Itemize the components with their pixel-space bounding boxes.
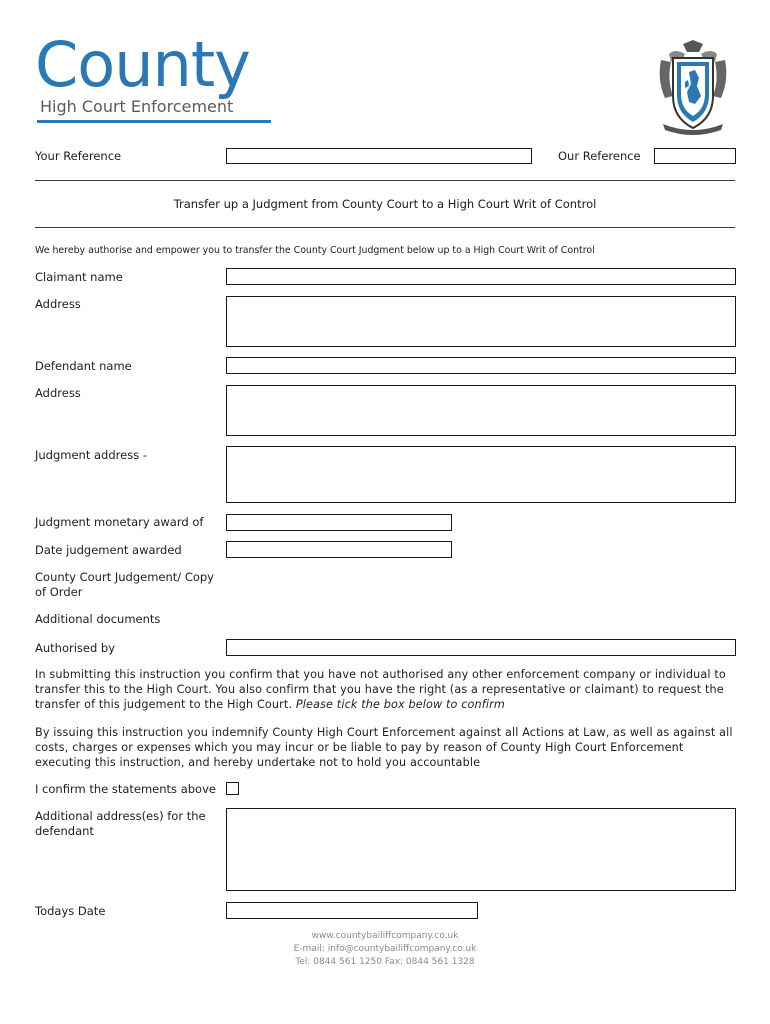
defendant-name-label: Defendant name: [35, 359, 132, 373]
confirm-statements-label: I confirm the statements above: [35, 782, 216, 796]
form-title: Transfer up a Judgment from County Court to a High Court Writ of Control: [173, 197, 597, 211]
claimant-name-input[interactable]: [226, 268, 736, 285]
defendant-address-label: Address: [35, 386, 81, 400]
additional-documents-label: Additional documents: [35, 612, 161, 626]
indemnity-statement: By issuing this instruction you indemnify County High Court Enforcement against all Actions at Law, as well as against all costs, charges or expenses which you may incur or be liable to pay by reason of County High Court Enforcement executing this instruction, and hereby undertake not to hold you accountable: [35, 726, 733, 770]
authorised-by-label: Authorised by: [35, 641, 116, 655]
additional-addresses-input[interactable]: [226, 808, 736, 891]
additional-addresses-label-line1: Additional address(es) for the: [35, 809, 206, 823]
additional-addresses-label-line2: defendant: [35, 824, 94, 838]
submission-statement-text: In submitting this instruction you confirm that you have not authorised any other enforcement company or individual to transfer this to the High Court. You also confirm that you have the right (as a representative or claimant) to request the transfer of this judgement to the High Court.: [35, 668, 726, 712]
claimant-address-input[interactable]: [226, 296, 736, 347]
authorise-statement: We hereby authorise and empower you to transfer the County Court Judgment below up to a High Court Writ of Control: [35, 245, 595, 256]
authorised-by-input[interactable]: [226, 639, 736, 656]
date-awarded-input[interactable]: [226, 541, 452, 558]
monetary-award-input[interactable]: [226, 514, 452, 531]
divider-bottom: [35, 227, 735, 228]
todays-date-label: Todays Date: [35, 904, 106, 918]
coat-of-arms-icon: [655, 40, 731, 136]
date-awarded-label: Date judgement awarded: [35, 543, 182, 557]
footer-phone: Tel: 0844 561 1250 Fax: 0844 561 1328: [295, 957, 475, 967]
ccj-copy-label-line2: of Order: [35, 585, 83, 599]
our-reference-label: Our Reference: [558, 149, 641, 163]
logo-underline: [37, 120, 271, 123]
judgment-address-label: Judgment address -: [35, 448, 147, 462]
defendant-name-input[interactable]: [226, 357, 736, 374]
todays-date-input[interactable]: [226, 902, 478, 919]
footer-website: www.countybailiffcompany.co.uk: [311, 931, 459, 941]
defendant-address-input[interactable]: [226, 385, 736, 436]
claimant-name-label: Claimant name: [35, 270, 123, 284]
logo-wordmark: County: [35, 28, 250, 101]
your-reference-input[interactable]: [226, 148, 532, 164]
our-reference-input[interactable]: [654, 148, 736, 164]
tick-box-instruction: Please tick the box below to confirm: [295, 698, 505, 712]
ccj-copy-label-line1: County Court Judgement/ Copy: [35, 570, 214, 584]
judgment-address-input[interactable]: [226, 446, 736, 503]
submission-statement: [35, 667, 737, 713]
confirm-checkbox[interactable]: [226, 782, 239, 795]
divider-top: [35, 180, 735, 181]
monetary-award-label: Judgment monetary award of: [35, 515, 204, 529]
claimant-address-label: Address: [35, 297, 81, 311]
your-reference-label: Your Reference: [35, 149, 122, 163]
logo-subtitle: High Court Enforcement: [40, 97, 234, 116]
footer-email: E-mail: info@countybailiffcompany.co.uk: [293, 944, 477, 954]
